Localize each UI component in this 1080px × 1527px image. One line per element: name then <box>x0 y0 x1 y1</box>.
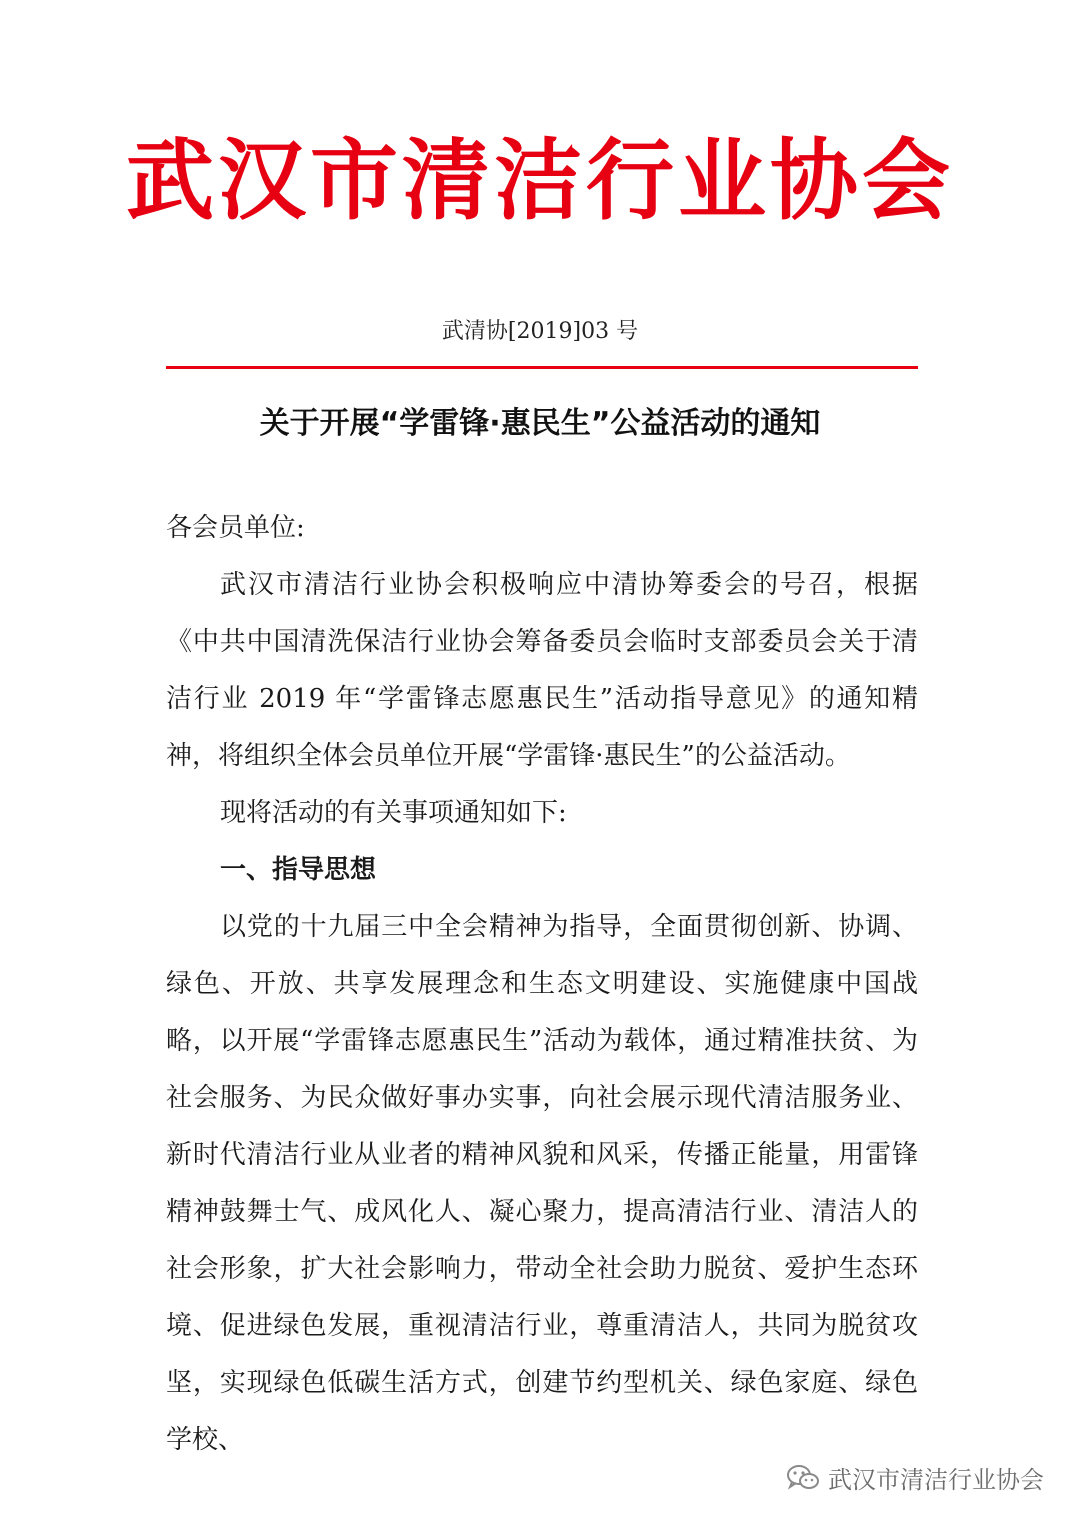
watermark-text: 武汉市清洁行业协会 <box>828 1466 1044 1494</box>
section-heading: 一、指导思想 <box>220 855 377 885</box>
notice-title: 关于开展“学雷锋·惠民生”公益活动的通知 <box>259 406 821 441</box>
wechat-watermark <box>786 1460 1044 1495</box>
wechat-icon <box>786 1464 820 1492</box>
notice-body <box>166 500 918 1469</box>
announcement-paragraph: 现将活动的有关事项通知如下: <box>220 798 567 828</box>
document-number: 武清协[2019]03 号 <box>441 319 639 344</box>
org-letterhead-title: 武汉市清洁行业协会 <box>125 128 954 232</box>
intro-paragraph: 武汉市清洁行业协会积极响应中清协筹委会的号召，根据《中共中国清洗保洁行业协会筹备委员会临时支部委员会关于清洁行业 2019 年“学雷锋志愿惠民生”活动指导意见》的通知精神，将组织全体会员单位开展“学雷锋·惠民生”的公益活动。 <box>166 570 918 771</box>
salutation: 各会员单位: <box>166 513 305 543</box>
letterhead-divider <box>166 366 918 369</box>
section-body: 以党的十九届三中全会精神为指导，全面贯彻创新、协调、绿色、开放、共享发展理念和生态文明建设、实施健康中国战略，以开展“学雷锋志愿惠民生”活动为载体，通过精准扶贫、为社会服务、为民众做好事办实事，向社会展示现代清洁服务业、新时代清洁行业从业者的精神风貌和风采，传播正能量，用雷锋精神鼓舞士气、成风化人、凝心聚力，提高清洁行业、清洁人的社会形象，扩大社会影响力，带动全社会助力脱贫、爱护生态环境、促进绿色发展，重视清洁行业，尊重清洁人，共同为脱贫攻坚，实现绿色低碳生活方式，创建节约型机关、绿色家庭、绿色学校、 <box>166 912 918 1455</box>
